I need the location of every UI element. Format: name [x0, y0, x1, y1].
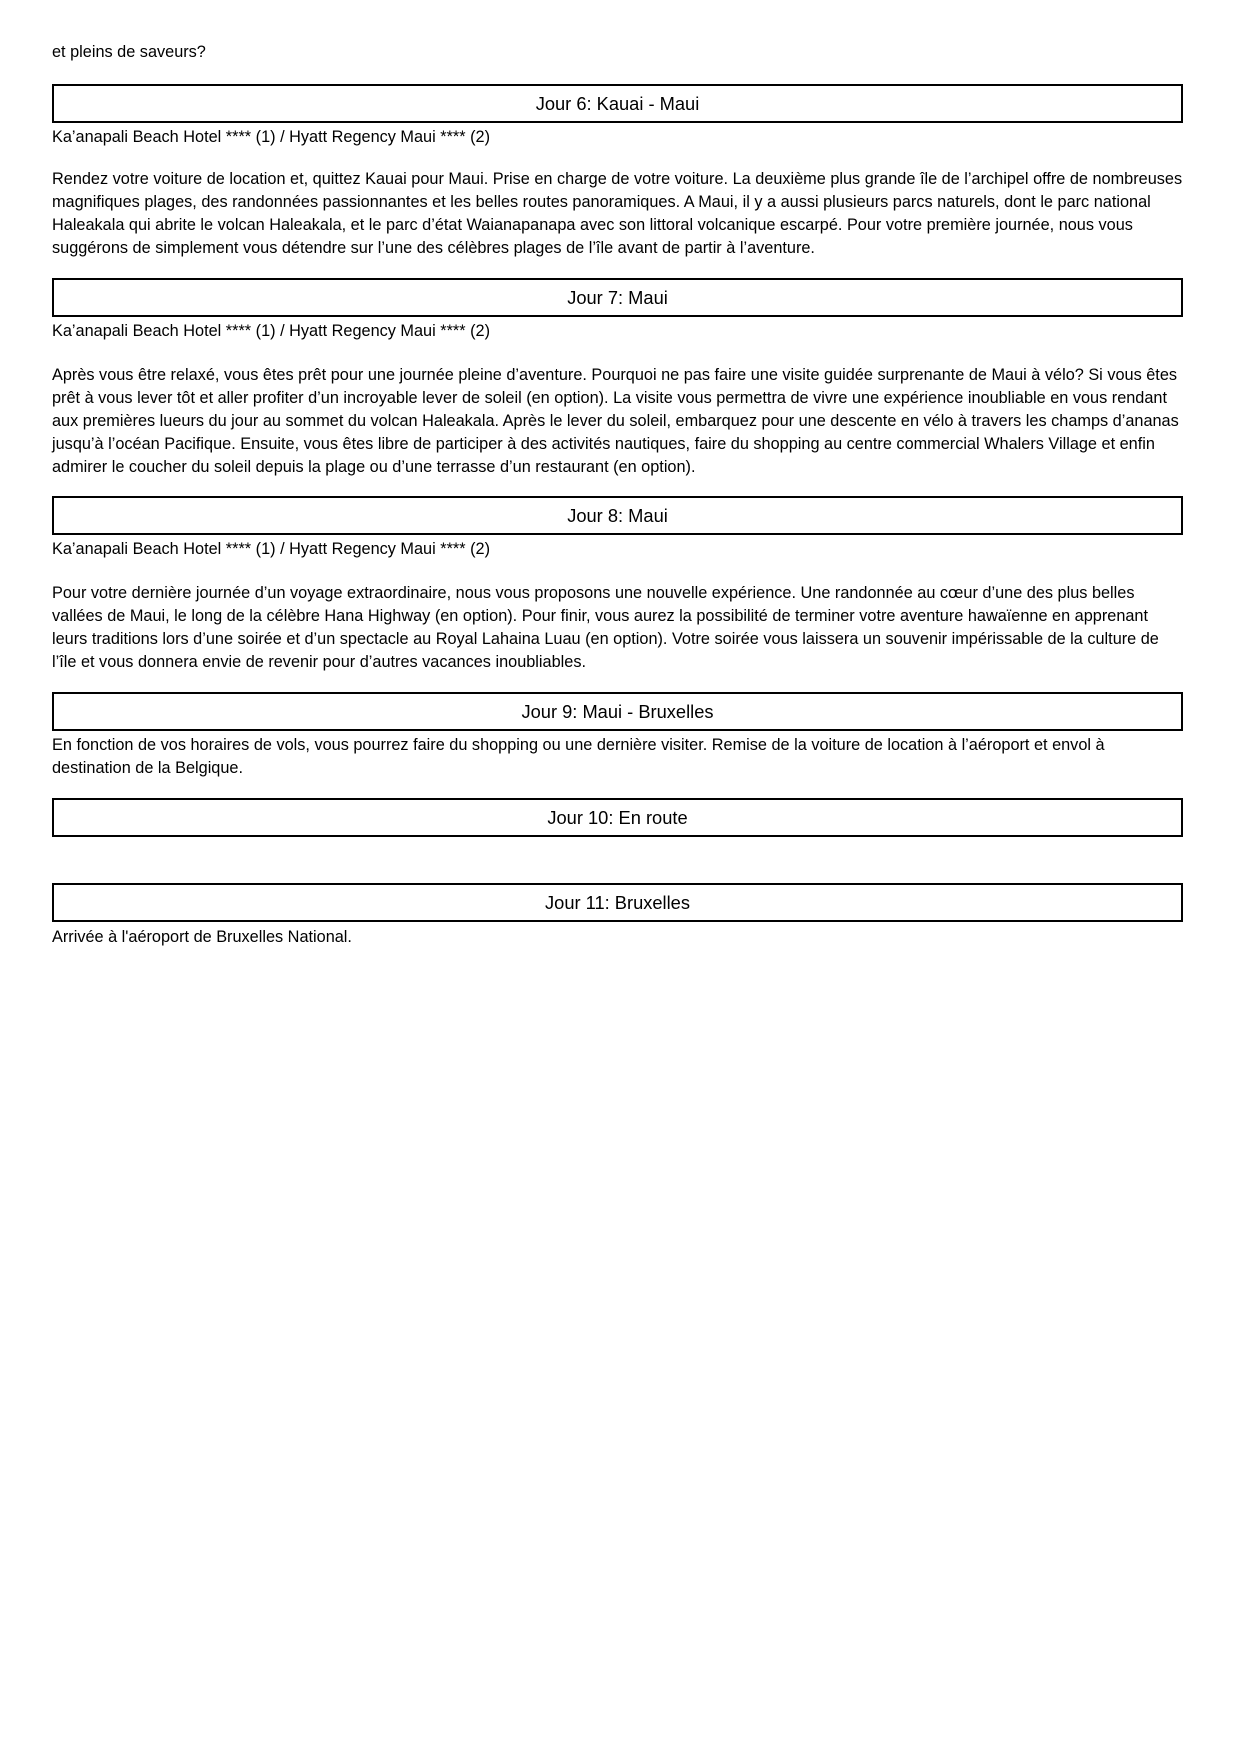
day-6-hotel: Ka’anapali Beach Hotel **** (1) / Hyatt Regency Maui **** (2)	[52, 128, 491, 146]
day-8-header: Jour 8: Maui	[52, 496, 1183, 535]
day-9-header: Jour 9: Maui - Bruxelles	[52, 692, 1183, 731]
day-9-description: En fonction de vos horaires de vols, vous pourrez faire du shopping ou une dernière visiter. Remise de la voiture de location à l’aéroport et envol à destination de la Belgique.	[52, 736, 1105, 777]
day-11-header: Jour 11: Bruxelles	[52, 883, 1183, 922]
day-11-description: Arrivée à l'aéroport de Bruxelles National.	[52, 928, 352, 946]
intro-fragment: et pleins de saveurs?	[52, 43, 206, 61]
day-7-header: Jour 7: Maui	[52, 278, 1183, 317]
day-8-hotel: Ka’anapali Beach Hotel **** (1) / Hyatt Regency Maui **** (2)	[52, 540, 491, 558]
day-10-header: Jour 10: En route	[52, 798, 1183, 837]
day-7-hotel: Ka’anapali Beach Hotel **** (1) / Hyatt Regency Maui **** (2)	[52, 322, 491, 340]
day-7-description: Après vous être relaxé, vous êtes prêt pour une journée pleine d’aventure. Pourquoi ne pas faire une visite guidée surprenante de Maui à vélo? Si vous êtes prêt à vous lever tôt et aller profiter d’un incroyable lever de soleil (en option). La visite vous permettra de vivre une expérience inoubliable en vous rendant aux premières lueurs du jour au sommet du volcan Haleakala. Après le lever du soleil, embarquez pour une descente en vélo à travers les champs d’ananas jusqu’à l’océan Pacifique. Ensuite, vous êtes libre de participer à des activités nautiques, faire du shopping au centre commercial Whalers Village et enfin admirer le coucher du soleil depuis la plage ou d’une terrasse d’un restaurant (en option).	[52, 366, 1179, 476]
day-6-header: Jour 6: Kauai - Maui	[52, 84, 1183, 123]
day-8-description: Pour votre dernière journée d’un voyage extraordinaire, nous vous proposons une nouvelle expérience. Une randonnée au cœur d’une des plus belles vallées de Maui, le long de la célèbre Hana Highway (en option). Pour finir, vous aurez la possibilité de terminer votre aventure hawaïenne en apprenant leurs traditions lors d’une soirée et d’un spectacle au Royal Lahaina Luau (en option). Votre soirée vous laissera un souvenir impérissable de la culture de l’île et vous donnera envie de revenir pour d’autres vacances inoubliables.	[52, 584, 1159, 671]
day-6-description: Rendez votre voiture de location et, quittez Kauai pour Maui. Prise en charge de votre voiture. La deuxième plus grande île de l’archipel offre de nombreuses magnifiques plages, des randonnées passionnantes et les belles routes panoramiques. A Maui, il y a aussi plusieurs parcs naturels, dont le parc national Haleakala qui abrite le volcan Haleakala, et le parc d’état Waianapanapa avec son littoral volcanique escarpé. Pour votre première journée, nous vous suggérons de simplement vous détendre sur l’une des célèbres plages de l’île avant de partir à l’aventure.	[52, 170, 1183, 257]
